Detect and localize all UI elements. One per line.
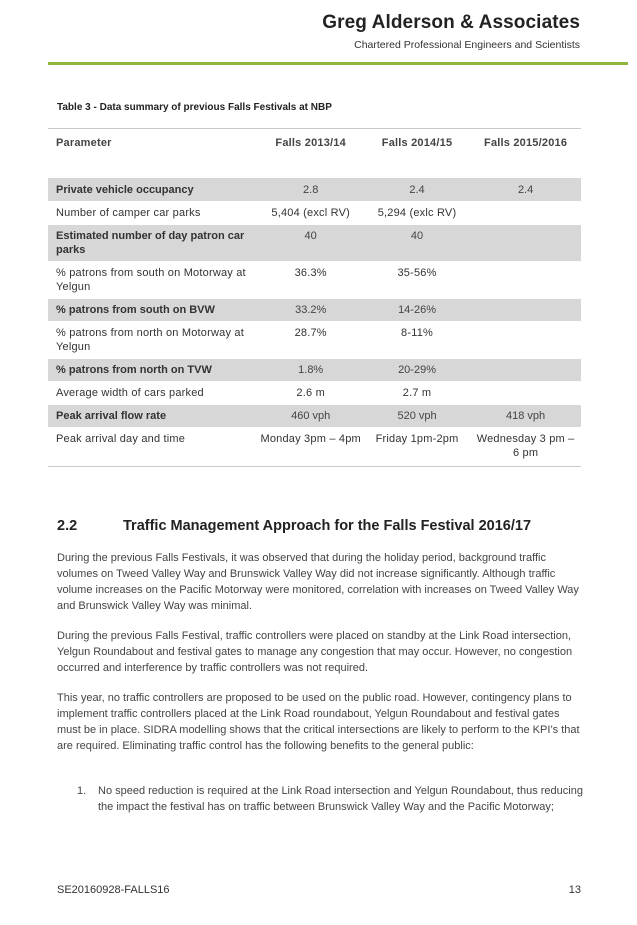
row-parameter: Private vehicle occupancy: [48, 179, 257, 202]
row-value-2013-14: 36.3%: [257, 262, 363, 299]
company-tagline: Chartered Professional Engineers and Scientists: [354, 39, 580, 51]
row-value-2014-15: Friday 1pm-2pm: [364, 428, 470, 467]
table-row: [48, 382, 581, 405]
row-parameter: Estimated number of day patron car parks: [48, 225, 257, 262]
table-row: [48, 262, 581, 299]
table-caption: Table 3 - Data summary of previous Falls Festivals at NBP: [57, 102, 332, 113]
table-spacer-row: [48, 157, 581, 179]
row-value-2015-2016: 418 vph: [470, 405, 581, 428]
section-heading: [57, 518, 531, 534]
table-row: [48, 322, 581, 359]
row-value-2014-15: 2.4: [364, 179, 470, 202]
row-value-2014-15: 14-26%: [364, 299, 470, 322]
row-value-2014-15: 20-29%: [364, 359, 470, 382]
row-value-2013-14: 460 vph: [257, 405, 363, 428]
paragraph: During the previous Falls Festival, traffic controllers were placed on standby at the Link Road intersection, Yelgun Roundabout and festival gates to manage any congestion that may occur. However, no congestion occurred and interference by traffic controllers was not required.: [57, 630, 573, 674]
page-header: [322, 12, 580, 51]
row-parameter: % patrons from north on TVW: [48, 359, 257, 382]
row-value-2013-14: 2.6 m: [257, 382, 363, 405]
row-value-2014-15: 8-11%: [364, 322, 470, 359]
table-header-row: [48, 129, 581, 158]
row-value-2014-15: 2.7 m: [364, 382, 470, 405]
row-value-2013-14: 33.2%: [257, 299, 363, 322]
row-parameter: Number of camper car parks: [48, 202, 257, 225]
row-value-2013-14: 5,404 (excl RV): [257, 202, 363, 225]
row-value-2013-14: 1.8%: [257, 359, 363, 382]
section-number: 2.2: [57, 518, 78, 534]
table-row: [48, 179, 581, 202]
table-row: [48, 299, 581, 322]
table-row: [48, 202, 581, 225]
footer-document-id: SE20160928-FALLS16: [57, 884, 170, 896]
row-value-2014-15: 40: [364, 225, 470, 262]
row-value-2014-15: 35-56%: [364, 262, 470, 299]
row-value-2014-15: 520 vph: [364, 405, 470, 428]
footer-page-number: 13: [568, 884, 581, 896]
row-value-2013-14: Monday 3pm – 4pm: [257, 428, 363, 467]
list-item: [57, 783, 584, 815]
row-parameter: Peak arrival day and time: [48, 428, 257, 467]
list-item-number: 1.: [77, 785, 87, 797]
row-value-2015-2016: [470, 262, 581, 299]
table-row: [48, 405, 581, 428]
header-falls-2013-14: Falls 2013/14: [257, 129, 363, 158]
row-value-2013-14: 2.8: [257, 179, 363, 202]
row-value-2014-15: 5,294 (exlc RV): [364, 202, 470, 225]
row-parameter: Peak arrival flow rate: [48, 405, 257, 428]
row-value-2015-2016: [470, 299, 581, 322]
section-title: Traffic Management Approach for the Falls Festival 2016/17: [123, 518, 532, 534]
row-parameter: Average width of cars parked: [48, 382, 257, 405]
paragraph: This year, no traffic controllers are proposed to be used on the public road. However, contingency plans to implement traffic controllers placed at the Link Road roundabout, Yelgun Roundabout and festival gates must be in place. SIDRA modelling shows that the critical intersections are likely to perform to the KPI’s that are required. Eliminating traffic control has the following benefits to the general public:: [57, 692, 580, 752]
list-item-text: No speed reduction is required at the Link Road intersection and Yelgun Roundabout, thus reducing the impact the festival has on traffic between Brunswick Valley Way and the Pacific Motorway;: [98, 785, 583, 813]
row-parameter: % patrons from north on Motorway at Yelgun: [48, 322, 257, 359]
company-name: Greg Alderson & Associates: [322, 12, 580, 33]
row-parameter: % patrons from south on Motorway at Yelgun: [48, 262, 257, 299]
header-falls-2014-15: Falls 2014/15: [364, 129, 470, 158]
row-value-2015-2016: [470, 322, 581, 359]
row-parameter: % patrons from south on BVW: [48, 299, 257, 322]
paragraph: During the previous Falls Festivals, it was observed that during the holiday period, background traffic volumes on Tweed Valley Way and Brunswick Valley Way did not increase significantly. Although traffic volume increases on the Pacific Motorway were monitored, correlation with increases on Tweed Valley Way and Brunswick Valley Way was minimal.: [57, 552, 579, 612]
row-value-2013-14: 28.7%: [257, 322, 363, 359]
header-parameter: Parameter: [48, 129, 257, 158]
header-falls-2015-2016: Falls 2015/2016: [470, 129, 581, 158]
data-summary-table: [48, 128, 581, 467]
row-value-2013-14: 40: [257, 225, 363, 262]
row-value-2015-2016: [470, 382, 581, 405]
table-row: [48, 225, 581, 262]
row-value-2015-2016: [470, 202, 581, 225]
row-value-2015-2016: 2.4: [470, 179, 581, 202]
row-value-2015-2016: [470, 225, 581, 262]
row-value-2015-2016: [470, 359, 581, 382]
row-value-2015-2016: Wednesday 3 pm – 6 pm: [470, 428, 581, 467]
table-row: [48, 359, 581, 382]
header-rule: [48, 62, 628, 65]
table-row: [48, 428, 581, 467]
